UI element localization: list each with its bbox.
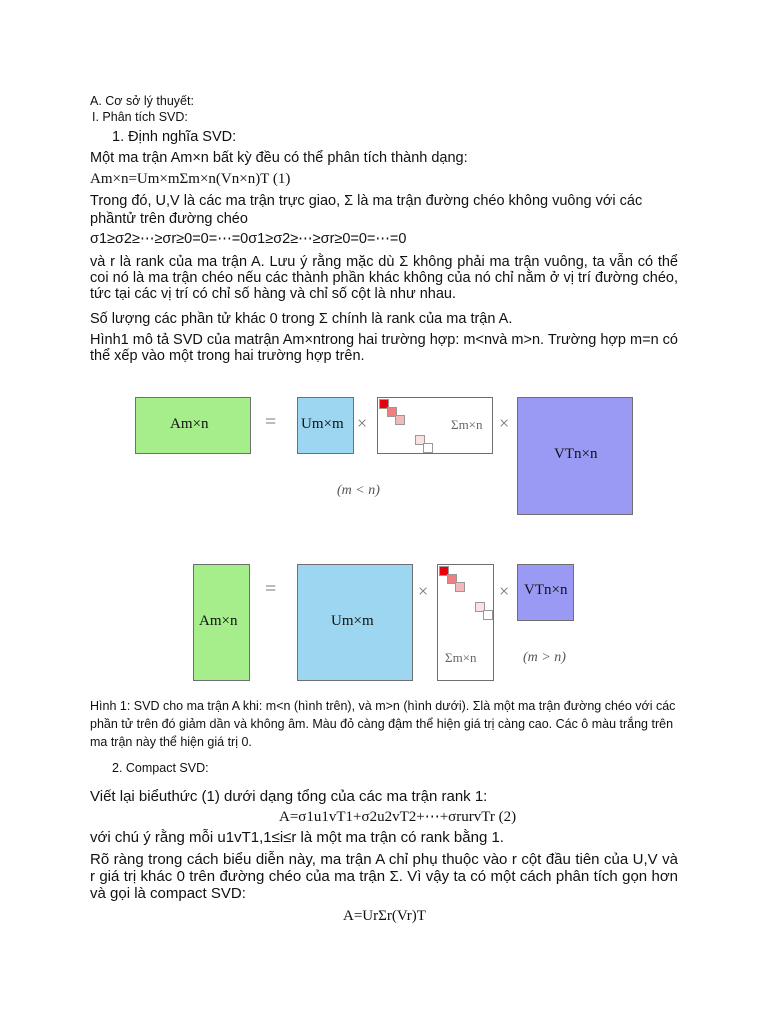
matrix-a-bottom	[193, 564, 250, 681]
paragraph-6: Viết lại biểuthức (1) dưới dạng tổng của các ma trận rank 1:	[90, 788, 488, 805]
matrix-u-bottom	[297, 564, 413, 681]
paragraph-8: Rõ ràng trong cách biểu diễn này, ma trận A chỉ phụ thuộc vào r cột đầu tiên của U,V và r giá trị khác 0 trên đường chéo của ma trận Σ. Vì vậy ta có một cách phân tích gọn hơn và gọi là compact SVD:	[90, 851, 678, 902]
matrix-a-top-label: Am×n	[170, 416, 209, 432]
paragraph-2-line-2: phầntử trên đường chéo	[90, 211, 248, 227]
equation-2: A=σ1u1vT1+σ2u2vT2+⋯+σrurvTr (2)	[279, 809, 517, 825]
heading-i: I. Phân tích SVD:	[92, 110, 188, 124]
equals-bottom: =	[265, 578, 277, 600]
matrix-v-top	[517, 397, 633, 515]
matrix-u-top-label: Um×m	[301, 416, 344, 432]
matrix-sigma-top	[377, 397, 493, 454]
sigma-top-cell-5	[423, 443, 433, 453]
matrix-sigma-bottom-label: Σm×n	[445, 650, 477, 665]
times-bottom-1: ×	[418, 581, 429, 601]
figure-caption: Hình 1: SVD cho ma trận A khi: m<n (hình trên), và m>n (hình dưới). Σlà một ma trận đường chéo với các phần tử trên đó giảm dần và không âm. Màu đỏ càng đậm thể hiện giá trị càng cao. Các ô màu trắng trên ma trận này thể hiện giá trị 0.	[90, 699, 676, 749]
matrix-sigma-bottom	[437, 564, 494, 681]
matrix-v-top-label: VTn×n	[554, 446, 598, 462]
subheading-1: 1. Định nghĩa SVD:	[112, 129, 237, 145]
matrix-sigma-top-label: Σm×n	[451, 417, 483, 432]
sigma-bottom-cell-5	[483, 610, 493, 620]
paragraph-7: với chú ý rằng mỗi u1vT1,1≤i≤r là một ma trận có rank bằng 1.	[90, 829, 504, 846]
paragraph-3: và r là rank của ma trận A. Lưu ý rằng mặc dù Σ không phải ma trận vuông, ta vẫn có thể coi nó là ma trận chéo nếu các thành phần khác không của nó chỉ nằm ở vị trí đường chéo, tức tại các vị trí có chỉ số hàng và chỉ số cột là như nhau.	[90, 254, 678, 302]
matrix-u-top	[297, 397, 354, 454]
inequality: σ1≥σ2≥⋯≥σr≥0=0=⋯=0σ1≥σ2≥⋯≥σr≥0=0=⋯=0	[90, 231, 407, 247]
sigma-top-cell-3	[395, 415, 405, 425]
condition-bottom: (m > n)	[523, 650, 566, 665]
matrix-v-bottom-label: VTn×n	[524, 582, 568, 598]
matrix-u-bottom-label: Um×m	[331, 613, 374, 629]
condition-top: (m < n)	[337, 483, 380, 498]
matrix-a-top	[135, 397, 251, 454]
subheading-2: 2. Compact SVD:	[112, 761, 209, 775]
times-top-1: ×	[357, 413, 368, 433]
equation-3: A=UrΣr(Vr)T	[343, 908, 426, 924]
sigma-bottom-cell-3	[455, 582, 465, 592]
times-top-2: ×	[499, 413, 510, 433]
paragraph-4: Số lượng các phần tử khác 0 trong Σ chính là rank của ma trận A.	[90, 311, 513, 327]
paragraph-2-line-1: Trong đó, U,V là các ma trận trực giao, Σ là ma trận đường chéo không vuông với các	[90, 193, 643, 209]
heading-a: A. Cơ sở lý thuyết:	[90, 94, 194, 108]
paragraph-5: Hình1 mô tả SVD của matrận Am×ntrong hai trường hợp: m<nvà m>n. Trường hợp m=n có thể xếp vào một trong hai trường hợp trên.	[90, 332, 678, 364]
times-bottom-2: ×	[499, 581, 510, 601]
matrix-v-bottom	[517, 564, 574, 621]
equals-top: =	[265, 411, 277, 433]
paragraph-1: Một ma trận Am×n bất kỳ đều có thể phân tích thành dạng:	[90, 150, 468, 166]
matrix-a-bottom-label: Am×n	[199, 613, 238, 629]
equation-1: Am×n=Um×mΣm×n(Vn×n)T (1)	[90, 171, 291, 187]
